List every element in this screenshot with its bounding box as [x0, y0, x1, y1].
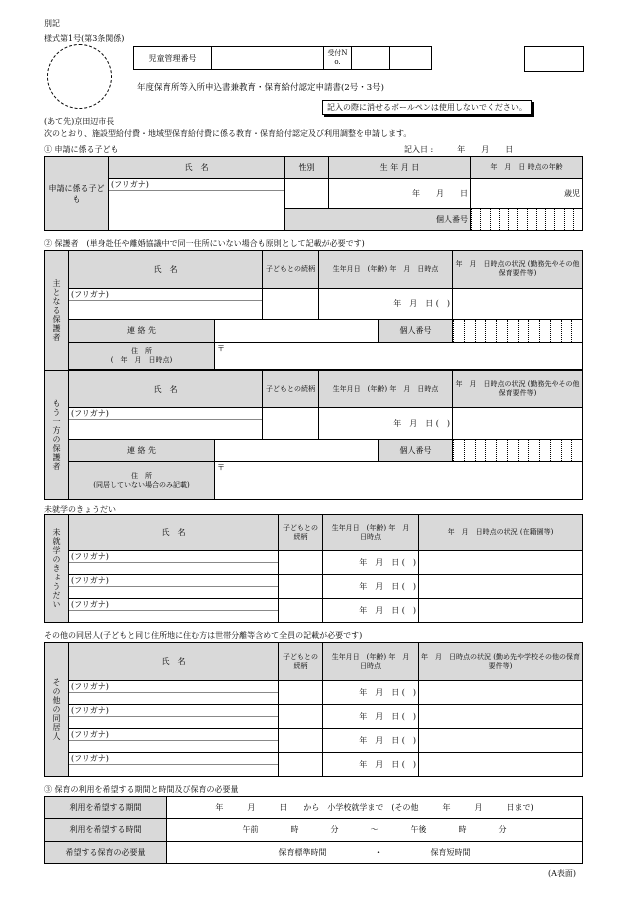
- cohab-heading: その他の同居人(子どもと同じ住所地に住む方は世帯分離等含めて全員の記載が必要です): [44, 631, 363, 640]
- main-personal-no-field[interactable]: [453, 319, 583, 342]
- other-guardian-label: もう一方の保護者: [45, 370, 69, 499]
- page-title: 年度保育所等入所申込書兼教育・保育給付認定申請書(2号・3号): [137, 83, 384, 93]
- col-status: 年 月 日時点の状況 (在籍園等): [419, 515, 583, 551]
- col-relation: 子どもとの続柄: [279, 515, 323, 551]
- section3-heading: ③ 保育の利用を希望する期間と時間及び保育の必要量: [44, 785, 239, 794]
- usage-table: [44, 796, 583, 864]
- cohab-name-field[interactable]: (フリガナ): [69, 705, 279, 729]
- main-guardian-name-field[interactable]: (フリガナ): [69, 288, 263, 319]
- cohab-side-label: その他の同居人: [45, 643, 69, 777]
- child-row-label: 申請に係る子ども: [45, 157, 109, 231]
- main-guardian-relation-field[interactable]: [263, 288, 319, 319]
- sibling-relation-field[interactable]: [279, 599, 323, 623]
- entry-date: 記入日 : 年 月 日: [404, 145, 514, 154]
- sibling-birth-field[interactable]: 年 月 日 ( ): [323, 551, 419, 575]
- child-name-field[interactable]: (フリガナ): [109, 179, 285, 231]
- main-contact-label: 連 絡 先: [69, 319, 215, 342]
- sibling-name-field[interactable]: (フリガナ): [69, 599, 279, 623]
- sibling-birth-field[interactable]: 年 月 日 ( ): [323, 599, 419, 623]
- sibling-name-field[interactable]: (フリガナ): [69, 575, 279, 599]
- management-number-table: [133, 46, 580, 70]
- sibling-status-field[interactable]: [419, 551, 583, 575]
- receipt-stamp-area: [47, 44, 112, 109]
- cohab-birth-field[interactable]: 年 月 日 ( ): [323, 681, 419, 705]
- cohab-status-field[interactable]: [419, 753, 583, 777]
- other-personal-no-label: 個人番号: [379, 439, 453, 462]
- col-name: 氏 名: [109, 157, 285, 179]
- child-birth-field[interactable]: 年 月 日: [329, 179, 471, 209]
- child-mgmt-label: 児童管理番号: [134, 47, 212, 70]
- other-address-label: 住 所 (同居していない場合のみ記載): [69, 462, 215, 500]
- child-table: [44, 156, 583, 231]
- child-age-field[interactable]: 歳児: [471, 179, 583, 209]
- col-birth: 生年月日 (年齢) 年 月 日時点: [323, 643, 419, 681]
- cohab-relation-field[interactable]: [279, 753, 323, 777]
- col-status: 年 月 日時点の状況 (勤め先や学校その他の保育要件等): [419, 643, 583, 681]
- other-contact-field[interactable]: [215, 439, 379, 462]
- sibling-birth-field[interactable]: 年 月 日 ( ): [323, 575, 419, 599]
- col-relation: 子どもとの続柄: [263, 251, 319, 289]
- intro-text: 次のとおり、施設型給付費・地域型保育給付費に係る教育・保育給付認定及び利用調整を申請します。: [44, 129, 412, 138]
- col-status: 年 月 日時点の状況 (勤務先やその他保育要件等): [453, 370, 583, 408]
- siblings-heading: 未就学のきょうだい: [44, 505, 116, 514]
- cohab-relation-field[interactable]: [279, 705, 323, 729]
- col-birth: 生年月日 (年齢) 年 月 日時点: [319, 251, 453, 289]
- receipt-label: 受付No.: [324, 47, 352, 70]
- col-name: 氏 名: [69, 515, 279, 551]
- cohab-status-field[interactable]: [419, 705, 583, 729]
- period-label: 利用を希望する期間: [45, 797, 167, 819]
- main-guardian-label: 主となる保護者: [45, 251, 69, 371]
- need-label: 希望する保育の必要量: [45, 841, 167, 863]
- sibling-name-field[interactable]: (フリガナ): [69, 551, 279, 575]
- cohab-status-field[interactable]: [419, 729, 583, 753]
- cohab-birth-field[interactable]: 年 月 日 ( ): [323, 753, 419, 777]
- sibling-status-field[interactable]: [419, 599, 583, 623]
- col-birth: 生 年 月 日: [329, 157, 471, 179]
- cohab-name-field[interactable]: (フリガナ): [69, 681, 279, 705]
- col-relation: 子どもとの続柄: [263, 370, 319, 408]
- other-guardian-name-field[interactable]: (フリガナ): [69, 408, 263, 439]
- sibling-relation-field[interactable]: [279, 551, 323, 575]
- child-mgmt-field[interactable]: [212, 47, 324, 70]
- main-guardian-birth-field[interactable]: 年 月 日 ( ): [319, 288, 453, 319]
- cohab-relation-field[interactable]: [279, 681, 323, 705]
- siblings-side-label: 未就学のきょうだい: [45, 515, 69, 623]
- form-number: 様式第1号(第3条関係): [44, 34, 125, 43]
- child-personal-no-field[interactable]: [471, 209, 583, 231]
- annex-label: 別記: [44, 19, 60, 28]
- child-personal-no-label: 個人番号: [285, 209, 471, 231]
- cohab-birth-field[interactable]: 年 月 日 ( ): [323, 705, 419, 729]
- cohab-relation-field[interactable]: [279, 729, 323, 753]
- page-side-label: (A表面): [548, 869, 577, 878]
- col-status: 年 月 日時点の状況 (勤務先やその他保育要件等): [453, 251, 583, 289]
- main-guardian-status-field[interactable]: [453, 288, 583, 319]
- guardian-table: [44, 250, 583, 500]
- other-guardian-relation-field[interactable]: [263, 408, 319, 439]
- col-name: 氏 名: [69, 370, 263, 408]
- col-age: 年 月 日 時点の年齢: [471, 157, 583, 179]
- cohab-table: [44, 642, 583, 777]
- siblings-table: [44, 514, 583, 623]
- cohab-birth-field[interactable]: 年 月 日 ( ): [323, 729, 419, 753]
- section2-heading: ② 保護者 (単身赴任や離婚協議中で同一住所にいない場合も原則として記載が必要です): [44, 239, 365, 248]
- cohab-name-field[interactable]: (フリガナ): [69, 753, 279, 777]
- col-birth: 生年月日 (年齢) 年 月 日時点: [319, 370, 453, 408]
- col-name: 氏 名: [69, 643, 279, 681]
- col-name: 氏 名: [69, 251, 263, 289]
- main-personal-no-label: 個人番号: [379, 319, 453, 342]
- col-birth: 生年月日 (年齢) 年 月 日時点: [323, 515, 419, 551]
- other-address-field[interactable]: 〒: [215, 462, 583, 500]
- section1-heading: ① 申請に係る子ども: [44, 145, 119, 154]
- need-field[interactable]: 保育標準時間 ・ 保育短時間: [167, 841, 583, 863]
- main-address-field[interactable]: 〒: [215, 342, 583, 369]
- receipt-field-2[interactable]: [390, 47, 432, 70]
- sibling-status-field[interactable]: [419, 575, 583, 599]
- time-field[interactable]: 午前 時 分 ～ 午後 時 分: [167, 819, 583, 841]
- main-contact-field[interactable]: [215, 319, 379, 342]
- main-address-label: 住 所 ( 年 月 日時点): [69, 342, 215, 369]
- col-relation: 子どもとの続柄: [279, 643, 323, 681]
- other-guardian-status-field[interactable]: [453, 408, 583, 439]
- period-field[interactable]: 年 月 日 から 小学校就学まで (その他 年 月 日まで): [167, 797, 583, 819]
- other-guardian-birth-field[interactable]: 年 月 日 ( ): [319, 408, 453, 439]
- sibling-relation-field[interactable]: [279, 575, 323, 599]
- other-contact-label: 連 絡 先: [69, 439, 215, 462]
- child-sex-field[interactable]: [285, 179, 329, 209]
- receipt-field-1[interactable]: [352, 47, 390, 70]
- office-use-box[interactable]: [524, 46, 584, 72]
- col-sex: 性別: [285, 157, 329, 179]
- addressee: (あて先)京田辺市長: [44, 117, 115, 126]
- time-label: 利用を希望する時間: [45, 819, 167, 841]
- pen-notice: 記入の際に消せるボールペンは使用しないでください。: [322, 100, 532, 115]
- other-personal-no-field[interactable]: [453, 439, 583, 462]
- cohab-name-field[interactable]: (フリガナ): [69, 729, 279, 753]
- cohab-status-field[interactable]: [419, 681, 583, 705]
